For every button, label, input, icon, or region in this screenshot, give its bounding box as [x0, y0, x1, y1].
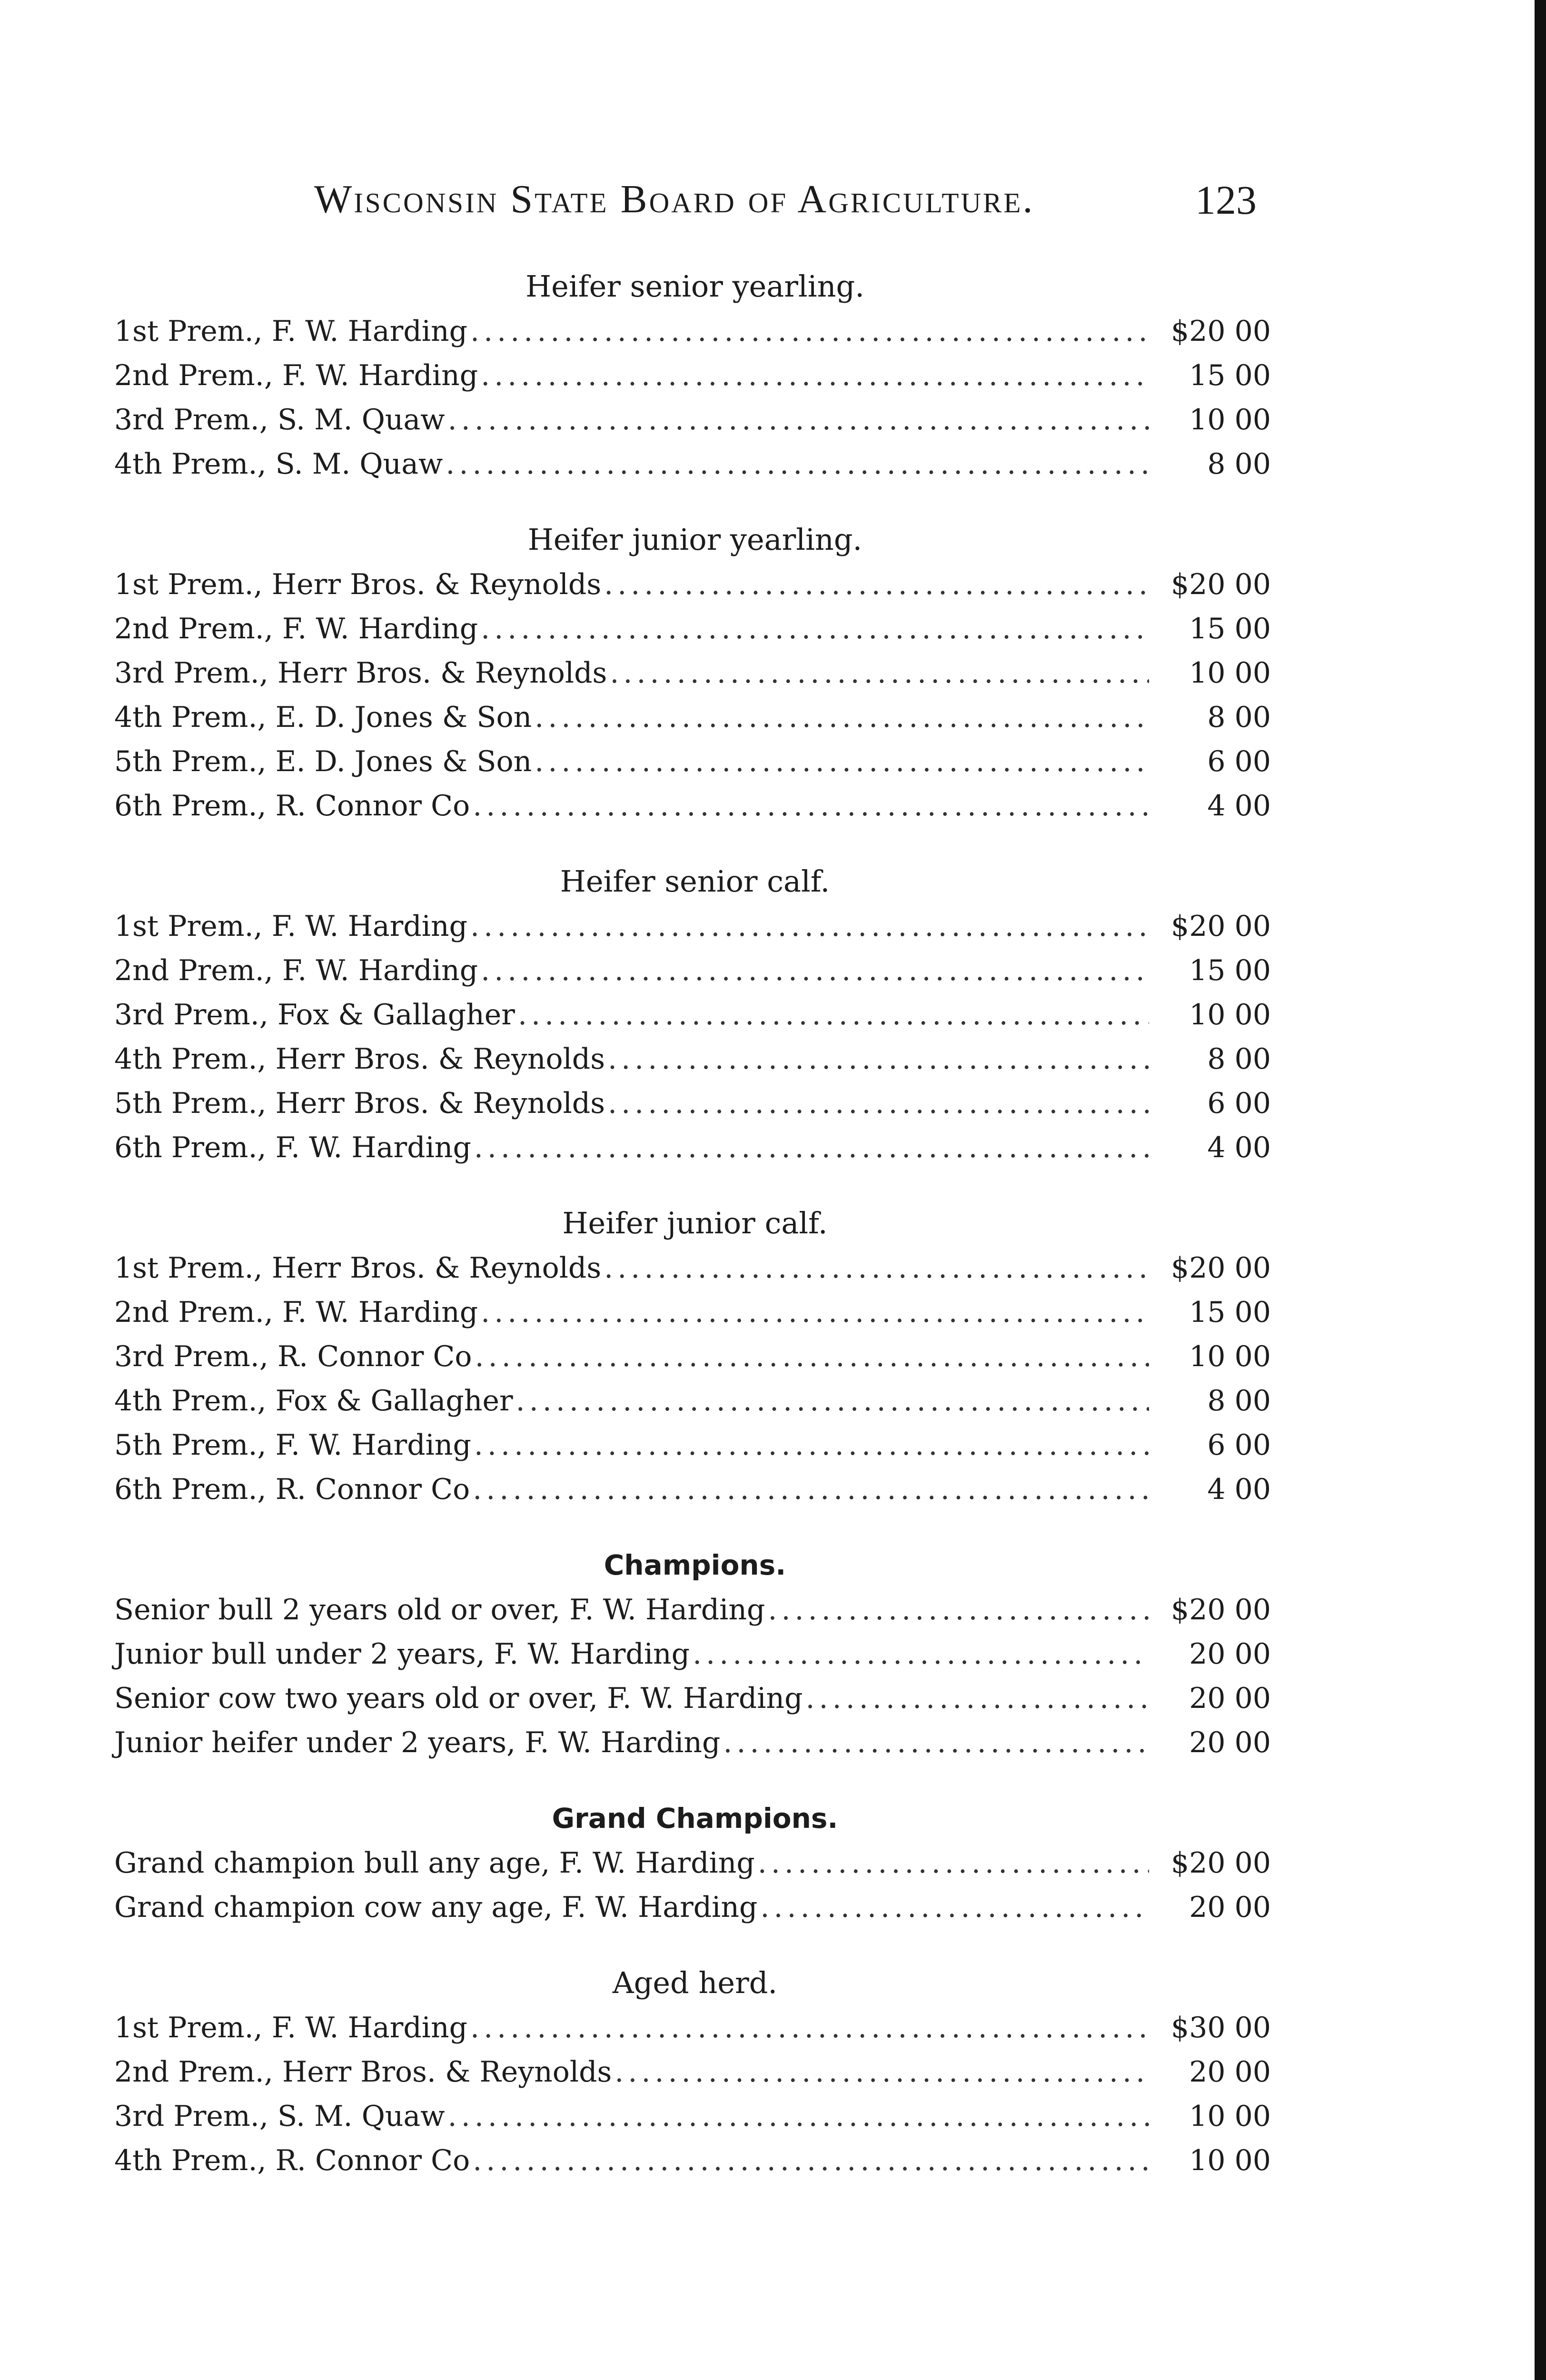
- premium-label: 1st Prem., Herr Bros. & Reynolds: [114, 568, 602, 601]
- dot-leader: [481, 607, 1149, 651]
- premium-amount: 8 00: [1207, 1384, 1271, 1418]
- premium-amount: 8 00: [1207, 1042, 1271, 1076]
- dot-leader: [473, 2139, 1149, 2183]
- scan-edge-right: [1535, 0, 1546, 2380]
- premium-row: [114, 563, 1276, 607]
- running-title: Wisconsin State Board of Agriculture.: [314, 177, 1035, 221]
- premium-amount: 4 00: [1207, 1473, 1271, 1506]
- premium-amount: 20 00: [1189, 2055, 1271, 2089]
- section-heading: Champions.: [604, 1549, 786, 1581]
- premium-row: [114, 442, 1276, 486]
- premium-amount: 6 00: [1207, 745, 1271, 778]
- premium-label: 6th Prem., R. Connor Co: [114, 1473, 470, 1506]
- premium-label: Senior cow two years old or over, F. W. Harding: [114, 1682, 803, 1715]
- premium-amount: 8 00: [1207, 701, 1271, 734]
- premium-label: 2nd Prem., F. W. Harding: [114, 612, 478, 645]
- premium-amount: 4 00: [1207, 1131, 1271, 1164]
- premium-amount: 10 00: [1189, 2100, 1271, 2133]
- premium-label: 2nd Prem., F. W. Harding: [114, 1296, 478, 1329]
- premium-row: [114, 1885, 1276, 1930]
- premium-row: [114, 904, 1276, 949]
- premium-amount: 4 00: [1207, 789, 1271, 823]
- premium-amount: $30 00: [1171, 2011, 1271, 2044]
- dot-leader: [608, 1037, 1149, 1081]
- premium-label: 4th Prem., E. D. Jones & Son: [114, 701, 532, 734]
- premium-amount: 20 00: [1189, 1682, 1271, 1715]
- section-heading: Heifer junior yearling.: [527, 522, 862, 557]
- dot-leader: [518, 993, 1149, 1037]
- premium-row: [114, 993, 1276, 1037]
- premium-row: [114, 949, 1276, 993]
- section-grand-champions: [114, 1795, 1276, 1930]
- section-champions: [114, 1542, 1276, 1765]
- premium-label: 3rd Prem., Herr Bros. & Reynolds: [114, 656, 607, 690]
- section-heading: Heifer senior yearling.: [525, 269, 864, 304]
- premium-label: 1st Prem., F. W. Harding: [114, 2011, 468, 2044]
- premium-row: [114, 309, 1276, 354]
- section-heifer-senior-yearling: [114, 264, 1276, 486]
- premium-row: [114, 2139, 1276, 2183]
- premium-amount: 15 00: [1189, 359, 1271, 392]
- premium-amount: 20 00: [1189, 1891, 1271, 1924]
- dot-leader: [474, 1423, 1149, 1468]
- premium-label: 2nd Prem., Herr Bros. & Reynolds: [114, 2055, 612, 2089]
- premium-amount: $20 00: [1171, 315, 1271, 348]
- premium-row: [114, 1379, 1276, 1423]
- premium-amount: 20 00: [1189, 1637, 1271, 1671]
- premium-label: Senior bull 2 years old or over, F. W. Harding: [114, 1593, 765, 1626]
- premium-label: 6th Prem., F. W. Harding: [114, 1131, 471, 1164]
- premium-amount: 20 00: [1189, 1726, 1271, 1759]
- section-heading: Grand Champions.: [552, 1802, 838, 1835]
- premium-amount: 10 00: [1189, 2144, 1271, 2177]
- premium-row: [114, 784, 1276, 828]
- dot-leader: [760, 1885, 1149, 1930]
- dot-leader: [470, 2006, 1149, 2050]
- dot-leader: [470, 904, 1149, 949]
- premium-label: Grand champion bull any age, F. W. Harding: [114, 1846, 755, 1880]
- premium-amount: 10 00: [1189, 998, 1271, 1031]
- premium-row: [114, 2094, 1276, 2139]
- premium-row: [114, 1468, 1276, 1512]
- premium-amount: $20 00: [1171, 1251, 1271, 1285]
- premium-amount: 10 00: [1189, 1340, 1271, 1373]
- premium-label: 5th Prem., E. D. Jones & Son: [114, 745, 532, 778]
- premium-amount: $20 00: [1171, 910, 1271, 943]
- dot-leader: [604, 563, 1149, 607]
- premium-row: [114, 2050, 1276, 2094]
- premium-amount: 15 00: [1189, 612, 1271, 645]
- dot-leader: [475, 1335, 1149, 1379]
- premium-row: [114, 1588, 1276, 1632]
- dot-leader: [481, 1290, 1149, 1335]
- premium-row: [114, 1841, 1276, 1885]
- dot-leader: [448, 2094, 1149, 2139]
- section-heading: Heifer junior calf.: [562, 1206, 828, 1240]
- premium-label: Junior bull under 2 years, F. W. Harding: [114, 1637, 690, 1671]
- dot-leader: [805, 1676, 1149, 1721]
- running-head: [114, 157, 1276, 233]
- premium-label: 3rd Prem., S. M. Quaw: [114, 403, 445, 436]
- premium-row: [114, 1037, 1276, 1081]
- dot-leader: [516, 1379, 1149, 1423]
- dot-leader: [758, 1841, 1149, 1885]
- section-heifer-senior-calf: [114, 859, 1276, 1170]
- dot-leader: [473, 784, 1149, 828]
- premium-amount: $20 00: [1171, 568, 1271, 601]
- premium-row: [114, 1632, 1276, 1676]
- dot-leader: [608, 1081, 1149, 1126]
- dot-leader: [723, 1721, 1149, 1765]
- premium-row: [114, 398, 1276, 442]
- premium-row: [114, 651, 1276, 695]
- premium-label: 4th Prem., S. M. Quaw: [114, 447, 443, 481]
- section-aged-herd: [114, 1960, 1276, 2183]
- dot-leader: [481, 354, 1149, 398]
- premium-label: 6th Prem., R. Connor Co: [114, 789, 470, 823]
- premium-amount: 15 00: [1189, 954, 1271, 987]
- premium-amount: 10 00: [1189, 403, 1271, 436]
- premium-label: 4th Prem., R. Connor Co: [114, 2144, 470, 2177]
- premium-label: Junior heifer under 2 years, F. W. Harding: [114, 1726, 721, 1759]
- dot-leader: [604, 1246, 1149, 1290]
- premium-amount: $20 00: [1171, 1846, 1271, 1880]
- premium-label: 3rd Prem., Fox & Gallagher: [114, 998, 515, 1031]
- premium-row: [114, 1290, 1276, 1335]
- premium-label: 5th Prem., F. W. Harding: [114, 1428, 471, 1462]
- dot-leader: [473, 1468, 1149, 1512]
- premium-label: 3rd Prem., S. M. Quaw: [114, 2100, 445, 2133]
- premium-row: [114, 607, 1276, 651]
- premium-label: 1st Prem., F. W. Harding: [114, 910, 468, 943]
- dot-leader: [481, 949, 1149, 993]
- premium-row: [114, 354, 1276, 398]
- premium-row: [114, 740, 1276, 784]
- dot-leader: [535, 695, 1149, 740]
- dot-leader: [470, 309, 1149, 354]
- dot-leader: [448, 398, 1149, 442]
- premium-row: [114, 1126, 1276, 1170]
- premium-label: 2nd Prem., F. W. Harding: [114, 954, 478, 987]
- dot-leader: [614, 2050, 1149, 2094]
- premium-row: [114, 2006, 1276, 2050]
- premium-row: [114, 1721, 1276, 1765]
- section-heading: Heifer senior calf.: [560, 864, 830, 899]
- premium-label: 1st Prem., Herr Bros. & Reynolds: [114, 1251, 602, 1285]
- premium-amount: $20 00: [1171, 1593, 1271, 1626]
- premium-amount: 6 00: [1207, 1087, 1271, 1120]
- document-page: [114, 157, 1276, 2183]
- premium-row: [114, 1081, 1276, 1126]
- page-number: 123: [1195, 177, 1257, 223]
- premium-label: 2nd Prem., F. W. Harding: [114, 359, 478, 392]
- premium-label: Grand champion cow any age, F. W. Harding: [114, 1891, 758, 1924]
- premium-label: 1st Prem., F. W. Harding: [114, 315, 468, 348]
- section-heifer-junior-yearling: [114, 517, 1276, 828]
- premium-amount: 6 00: [1207, 1428, 1271, 1462]
- dot-leader: [610, 651, 1149, 695]
- premium-label: 4th Prem., Fox & Gallagher: [114, 1384, 513, 1418]
- premium-amount: 15 00: [1189, 1296, 1271, 1329]
- premium-row: [114, 1335, 1276, 1379]
- premium-label: 3rd Prem., R. Connor Co: [114, 1340, 472, 1373]
- section-heading: Aged herd.: [612, 1965, 778, 2000]
- premium-row: [114, 695, 1276, 740]
- dot-leader: [768, 1588, 1149, 1632]
- premium-label: 5th Prem., Herr Bros. & Reynolds: [114, 1087, 605, 1120]
- dot-leader: [535, 740, 1149, 784]
- premium-row: [114, 1246, 1276, 1290]
- section-heifer-junior-calf: [114, 1200, 1276, 1512]
- dot-leader: [693, 1632, 1149, 1676]
- premium-row: [114, 1423, 1276, 1468]
- dot-leader: [446, 442, 1149, 486]
- premium-row: [114, 1676, 1276, 1721]
- premium-label: 4th Prem., Herr Bros. & Reynolds: [114, 1042, 605, 1076]
- premium-amount: 10 00: [1189, 656, 1271, 690]
- dot-leader: [474, 1126, 1149, 1170]
- premium-amount: 8 00: [1207, 447, 1271, 481]
